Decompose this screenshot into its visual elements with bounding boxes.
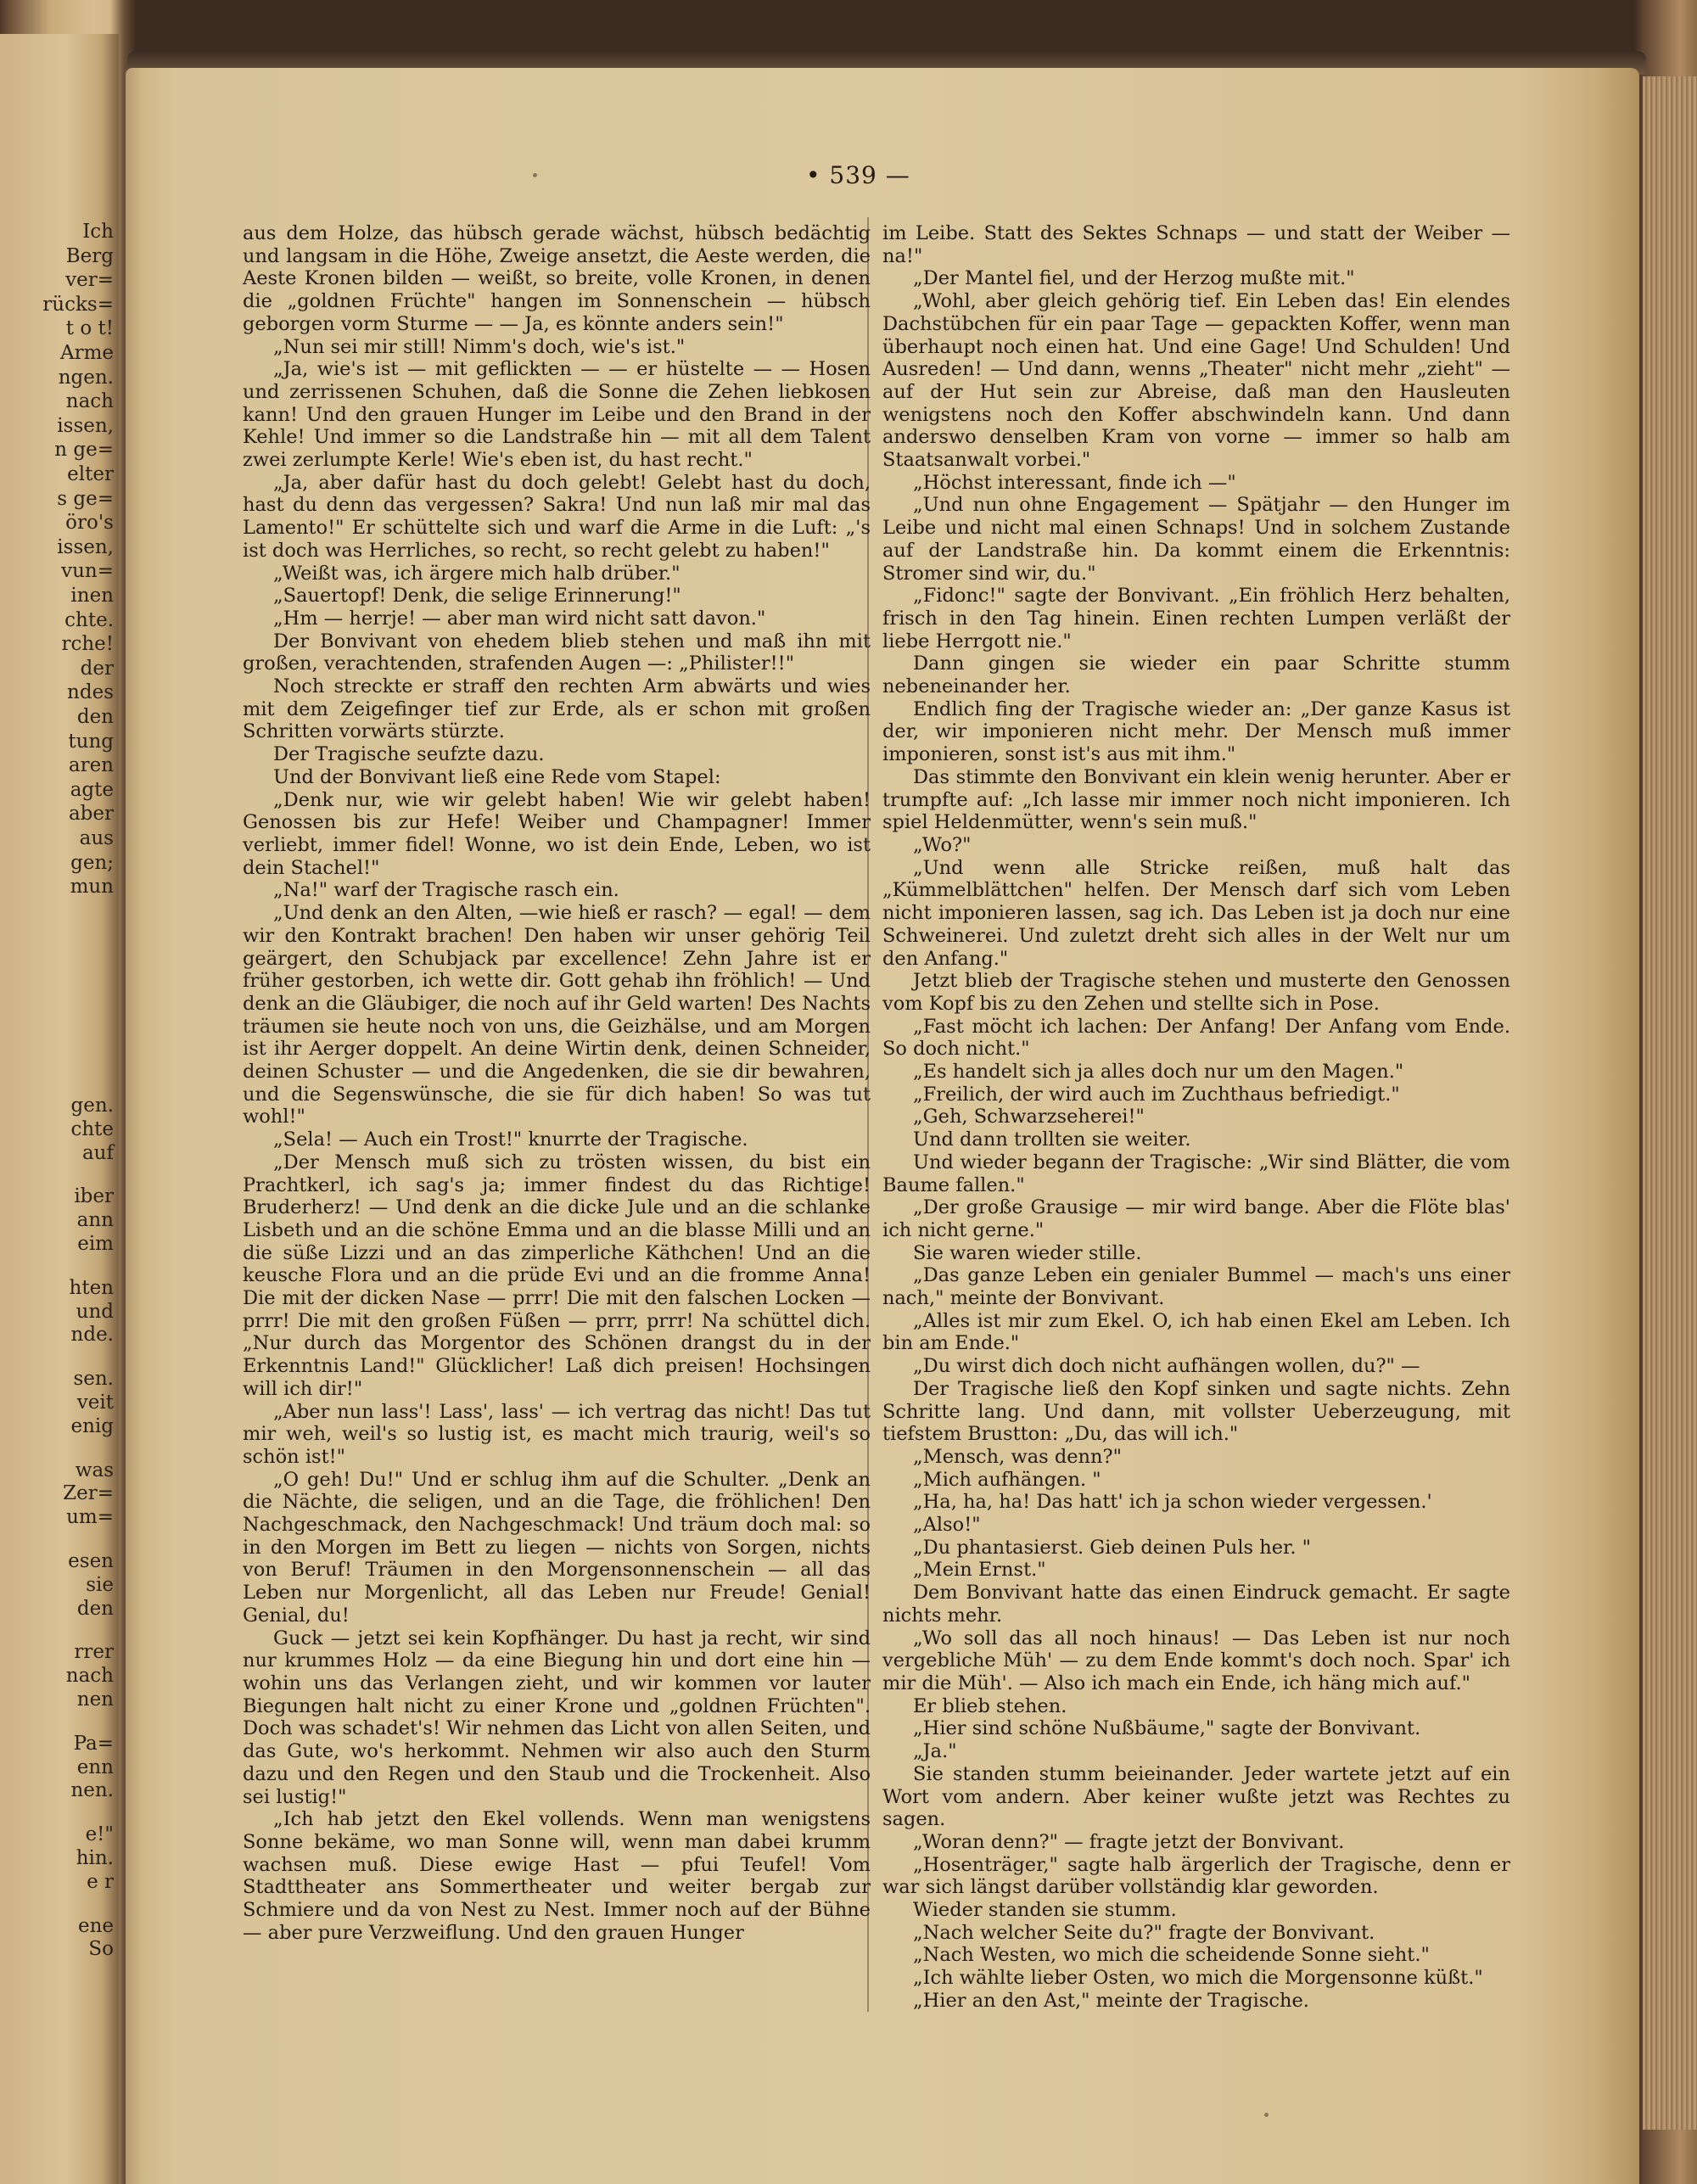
paragraph: „Aber nun lass'! Lass', lass' — ich vertrag das nicht! Das tut mir weh, weil's so lustig ist, es macht mich traurig, weil's so schön ist!" bbox=[243, 1400, 871, 1468]
left-page-text-fragments bbox=[0, 0, 119, 2184]
paragraph: „Mein Ernst." bbox=[913, 1559, 1046, 1582]
margin-fragment: t o t! bbox=[65, 317, 114, 340]
paragraph: „Sauertopf! Denk, die selige Erinnerung!" bbox=[273, 585, 681, 608]
paragraph: „Sela! — Auch ein Trost!" knurrte der Tragische. bbox=[273, 1128, 748, 1151]
margin-fragment: s ge= bbox=[57, 487, 114, 510]
left-column bbox=[243, 222, 871, 1944]
margin-fragment: den bbox=[76, 1597, 114, 1620]
paragraph: „Hm — herrje! — aber man wird nicht satt davon." bbox=[273, 607, 766, 630]
margin-fragment: nach bbox=[65, 390, 114, 413]
margin-fragment: nen bbox=[76, 1688, 114, 1711]
paragraph: „Fast möcht ich lachen: Der Anfang! Der Anfang vom Ende. So doch nicht." bbox=[882, 1015, 1510, 1061]
paragraph: „Der Mantel fiel, und der Herzog mußte mit." bbox=[913, 267, 1355, 290]
paragraph: Sie standen stumm beieinander. Jeder wartete jetzt auf ein Wort vom andern. Aber keiner wußte jetzt was Rechtes zu sagen. bbox=[882, 1762, 1510, 1831]
margin-fragment: Berg bbox=[65, 244, 114, 267]
margin-fragment: ngen. bbox=[58, 366, 114, 389]
paragraph: Guck — jetzt sei kein Kopfhänger. Du hast ja recht, wir sind nur krummes Holz — da eine Biegung hin und dort eine hin — wohin uns das Verlangen zieht, und wir kommen vor lauter Biegungen halt nicht zu einer Krone und „goldnen Früchten". Doch was schadet's! Wir nehmen das Licht von allen Seiten, und das Gute, wo's herkommt. Nehmen wir also auch den Sturm dazu und den Regen und den Staub und die Trockenheit. Also sei lustig!" bbox=[243, 1627, 871, 1808]
paragraph: „Hosenträger," sagte halb ärgerlich der Tragische, denn er war sich längst darüber vollständig klar geworden. bbox=[882, 1853, 1510, 1899]
margin-fragment: e!" bbox=[85, 1823, 114, 1846]
paragraph: „Mich aufhängen. " bbox=[913, 1468, 1101, 1491]
paragraph: „Ha, ha, ha! Das hatt' ich ja schon wieder vergessen.' bbox=[913, 1491, 1432, 1514]
paragraph: im Leibe. Statt des Sektes Schnaps — und statt der Weiber — na!" bbox=[882, 222, 1510, 267]
paragraph: Und wieder begann der Tragische: „Wir sind Blätter, die vom Baume fallen." bbox=[882, 1151, 1510, 1196]
paragraph: „Weißt was, ich ärgere mich halb drüber." bbox=[273, 562, 680, 585]
paragraph: „Fidonc!" sagte der Bonvivant. „Ein fröhlich Herz behalten, frisch in den Tag hinein. Einen rechten Lumpen verläßt der liebe Herrgott nie." bbox=[882, 585, 1510, 652]
margin-fragment: um= bbox=[66, 1506, 114, 1529]
margin-fragment: esen bbox=[68, 1550, 114, 1572]
margin-fragment: mun bbox=[70, 876, 114, 899]
paper-speck bbox=[1264, 2113, 1269, 2117]
margin-fragment: und bbox=[76, 1300, 114, 1323]
paragraph: „Freilich, der wird auch im Zuchthaus befriedigt." bbox=[913, 1083, 1400, 1106]
margin-fragment: eim bbox=[77, 1233, 114, 1255]
margin-fragment: rücks= bbox=[42, 293, 114, 316]
margin-fragment: iber bbox=[74, 1185, 114, 1208]
paragraph: „Geh, Schwarzseherei!" bbox=[913, 1106, 1145, 1128]
margin-fragment: der bbox=[80, 657, 114, 680]
margin-fragment: issen, bbox=[57, 535, 114, 558]
paragraph: „Ja, wie's ist — mit geflickten — — er hüstelte — — Hosen und zerrissenen Schuhen, daß die Sonne die Zehen liebkosen kann! Und den grauen Hunger im Leibe und den Brand in der Kehle! Und immer so die Landstraße hin — mit all dem Talent zwei zerlumpte Kerle! Wie's eben ist, du hast recht." bbox=[243, 358, 871, 472]
paragraph: Das stimmte den Bonvivant ein klein wenig herunter. Aber er trumpfte auf: „Ich lasse mir immer noch nicht imponieren. Ich spiel Heldenmütter, wenn's sein muß." bbox=[882, 765, 1510, 834]
margin-fragment: den bbox=[76, 706, 114, 728]
paragraph: „Woran denn?" — fragte jetzt der Bonvivant. bbox=[913, 1830, 1345, 1853]
margin-fragment: vun= bbox=[61, 560, 114, 583]
paragraph: Sie waren wieder stille. bbox=[913, 1241, 1142, 1264]
paragraph: „Na!" warf der Tragische rasch ein. bbox=[273, 879, 619, 902]
paragraph: „Also!" bbox=[913, 1514, 981, 1537]
paragraph: Und der Bonvivant ließ eine Rede vom Stapel: bbox=[273, 765, 721, 788]
margin-fragment: hin. bbox=[76, 1847, 114, 1869]
margin-fragment: chte bbox=[70, 1117, 114, 1140]
paragraph: „Und nun ohne Engagement — Spätjahr — den Hunger im Leibe und nicht mal einen Schnaps! Und in solchem Zustande auf der Landstraße hin. Da kommt einem die Erkenntnis: Stromer sind wir, du." bbox=[882, 494, 1510, 585]
paragraph: aus dem Holze, das hübsch gerade wächst, hübsch bedächtig und langsam in die Höhe, Zweige ansetzt, die Aeste werden, die Aeste Kronen bilden — weißt, so breite, volle Kronen, in denen die „goldnen Früchte" hangen im Sonnenschein — hübsch geborgen vorm Sturme — — Ja, es könnte anders sein!" bbox=[243, 222, 871, 335]
margin-fragment: aber bbox=[68, 803, 114, 826]
margin-fragment: sie bbox=[86, 1573, 114, 1596]
margin-fragment: hten bbox=[69, 1276, 114, 1299]
margin-fragment: nen. bbox=[70, 1779, 114, 1802]
margin-fragment: sen. bbox=[73, 1368, 114, 1391]
paragraph: „Höchst interessant, finde ich —" bbox=[913, 471, 1236, 494]
margin-fragment: enn bbox=[76, 1756, 114, 1778]
paragraph: „Ich wählte lieber Osten, wo mich die Morgensonne küßt." bbox=[913, 1967, 1483, 1990]
paragraph: „Nun sei mir still! Nimm's doch, wie's ist." bbox=[273, 335, 686, 358]
paragraph: „Hier sind schöne Nußbäume," sagte der Bonvivant. bbox=[913, 1717, 1421, 1740]
paragraph: Der Bonvivant von ehedem blieb stehen und maß ihn mit großen, verachtenden, strafenden Augen —: „Philister!!" bbox=[243, 630, 871, 675]
paragraph: Dann gingen sie wieder ein paar Schritte stumm nebeneinander her. bbox=[882, 652, 1510, 698]
margin-fragment: Zer= bbox=[63, 1482, 114, 1505]
paragraph: „Ich hab jetzt den Ekel vollends. Wenn man wenigstens Sonne bekäme, wo man Sonne will, wenn man dabei krumm wachsen muß. Diese ewige Hast — pfui Teufel! Vom Stadttheater ans Sommertheater und weiter bergab zur Schmiere und da von Nest zu Nest. Immer noch auf der Bühne — aber pure Verzweiflung. Und den grauen Hunger bbox=[243, 1808, 871, 1944]
margin-fragment: agte bbox=[70, 778, 114, 801]
paragraph: „Wo?" bbox=[913, 833, 972, 856]
margin-fragment: gen. bbox=[70, 1095, 114, 1117]
margin-fragment: tung bbox=[68, 730, 114, 753]
paragraph: „Du wirst dich doch nicht aufhängen wollen, du?" — bbox=[913, 1355, 1420, 1378]
paragraph: „Nach welcher Seite du?" fragte der Bonvivant. bbox=[913, 1921, 1375, 1944]
margin-fragment: was bbox=[75, 1459, 114, 1481]
margin-fragment: auf bbox=[81, 1141, 114, 1164]
margin-fragment: ver= bbox=[65, 269, 114, 292]
paragraph: „Das ganze Leben ein genialer Bummel — mach's uns einer nach," meinte der Bonvivant. bbox=[882, 1264, 1510, 1310]
paragraph: Und dann trollten sie weiter. bbox=[913, 1128, 1191, 1151]
paragraph: „Mensch, was denn?" bbox=[913, 1445, 1122, 1468]
paragraph: „Ja." bbox=[913, 1740, 957, 1763]
margin-fragment: Arme bbox=[59, 342, 114, 364]
margin-fragment: chte. bbox=[64, 608, 114, 631]
paragraph: Endlich fing der Tragische wieder an: „Der ganze Kasus ist der, wir imponieren nicht mehr. Der Mensch muß immer imponieren, sonst ist's aus mit ihm." bbox=[882, 697, 1510, 766]
margin-fragment: veit bbox=[76, 1392, 114, 1414]
paragraph: „O geh! Du!" Und er schlug ihm auf die Schulter. „Denk an die Nächte, die seligen, und an die Tage, die fröhlichen! Den Nachgeschmack, den Nachgeschmack! Und träum doch mal: so in den Morgen im Bett zu liegen — nichts von Sorgen, nichts von Beruf! Träumen in den Morgensonnenschein — all das Leben nur Morgenlicht, all das Leben nur Freude! Genial! Genial, du! bbox=[243, 1468, 871, 1627]
paragraph: „Es handelt sich ja alles doch nur um den Magen." bbox=[913, 1061, 1404, 1084]
margin-fragment: nach bbox=[65, 1665, 114, 1688]
margin-fragment: öro's bbox=[65, 512, 114, 535]
page-number: • 539 — bbox=[806, 161, 910, 189]
margin-fragment: e r bbox=[87, 1870, 114, 1893]
right-column bbox=[882, 222, 1510, 2013]
paragraph: „Wo soll das all noch hinaus! — Das Leben ist nur noch vergebliche Müh' — zu dem Ende kommt's doch noch. Spar' ich mir die Müh'. — Also ich mach ein Ende, ich häng mich auf." bbox=[882, 1627, 1510, 1694]
paragraph: Wieder standen sie stumm. bbox=[913, 1899, 1177, 1922]
margin-fragment: Ich bbox=[82, 221, 114, 243]
margin-fragment: rche! bbox=[61, 633, 114, 656]
paragraph: Noch streckte er straff den rechten Arm abwärts und wies mit dem Zeigefinger tief zur Erde, als er schon mit großen Schritten vorwärts stürzte. bbox=[243, 675, 871, 743]
margin-fragment: rrer bbox=[74, 1641, 114, 1664]
margin-fragment: elter bbox=[67, 463, 114, 485]
paragraph: Er blieb stehen. bbox=[913, 1694, 1067, 1717]
margin-fragment: Pa= bbox=[73, 1732, 114, 1755]
margin-fragment: ann bbox=[76, 1209, 114, 1232]
paragraph: „Wohl, aber gleich gehörig tief. Ein Leben das! Ein elendes Dachstübchen für ein paar Tage — gepackten Koffer, wenn man überhaupt noch einen hat. Und eine Gage! Und Schulden! Und Ausreden! — Und dann, wenns „Theater" nicht mehr „zieht" — auf der Hut sein zur Abreise, daß man den Hausleuten wenigstens noch den Koffer abschwindeln kann. Und dann anderswo denselben Kram von vorne — immer so halb am Staatsanwalt vorbei." bbox=[882, 290, 1510, 472]
margin-fragment: ene bbox=[77, 1914, 114, 1937]
paragraph: Der Tragische seufzte dazu. bbox=[273, 743, 545, 766]
margin-fragment: enig bbox=[70, 1414, 114, 1437]
margin-fragment: aus bbox=[79, 827, 114, 849]
paragraph: „Der große Grausige — mir wird bange. Aber die Flöte blas' ich nicht gerne." bbox=[882, 1196, 1510, 1241]
page-edges-stack bbox=[1643, 76, 1697, 2130]
margin-fragment: ndes bbox=[67, 681, 114, 704]
paragraph: Dem Bonvivant hatte das einen Eindruck gemacht. Er sagte nichts mehr. bbox=[882, 1582, 1510, 1627]
paragraph: „Der Mensch muß sich zu trösten wissen, du bist ein Prachtkerl, ich sag's ja; immer findest du das Richtige! Bruderherz! — Und denk an die dicke Jule und an die schlanke Lisbeth und an die schöne Emma und an die blasse Milli und an die süße Lizzi und an das zimperliche Käthchen! Und an die keusche Flora und an die prüde Evi und an die fromme Anna! Die mit der dicken Nase — prrr! Die mit den falschen Locken — prrr! Die mit den großen Füßen — prrr, prrr! Na schüttel dich. „Nur durch das Morgentor des Schönen drangst du in der Erkenntnis Land!" Glücklicher! Laß dich preisen! Hochsingen will ich dir!" bbox=[243, 1151, 871, 1400]
paragraph: „Hier an den Ast," meinte der Tragische. bbox=[913, 1989, 1309, 2012]
paper-speck bbox=[533, 173, 537, 177]
margin-fragment: nde. bbox=[70, 1324, 114, 1347]
margin-fragment: issen, bbox=[57, 414, 114, 437]
paragraph: „Ja, aber dafür hast du doch gelebt! Gelebt hast du doch, hast du denn das vergessen? Sakra! Und nun laß mir mal das Lamento!" Er schüttelte sich und warf die Arme in die Luft: „'s ist doch was Herrliches, so recht, so recht gelebt zu haben!" bbox=[243, 471, 871, 562]
margin-fragment: gen; bbox=[70, 851, 114, 874]
margin-fragment: So bbox=[88, 1938, 114, 1961]
paragraph: Jetzt blieb der Tragische stehen und musterte den Genossen vom Kopf bis zu den Zehen und stellte sich in Pose. bbox=[882, 970, 1510, 1015]
paragraph: „Und denk an den Alten, —wie hieß er rasch? — egal! — dem wir den Kontrakt brachen! Den haben wir unser gehörig Teil geärgert, den Schubjack par excellence! Zehn Jahre ist er früher gestorben, ich wette dir. Gott gehab ihn fröhlich! — Und denk an die Gläubiger, die noch auf ihr Geld warten! Des Nachts träumen sie heute noch von uns, die Geizhälse, und am Morgen ist ihr Aerger doppelt. An deine Wirtin denk, deinen Schneider, deinen Schuster — und die Angedenken, die sie dir bewahren, und die Segenswünsche, die sie für dich haben! So was tut wohl!" bbox=[243, 902, 871, 1128]
margin-fragment: aren bbox=[68, 754, 114, 777]
paragraph: Der Tragische ließ den Kopf sinken und sagte nichts. Zehn Schritte lang. Und dann, mit vollster Ueberzeugung, mit tiefstem Brustton: „Du, das will ich." bbox=[882, 1377, 1510, 1446]
paragraph: „Alles ist mir zum Ekel. O, ich hab einen Ekel am Leben. Ich bin am Ende." bbox=[882, 1309, 1510, 1355]
paragraph: „Denk nur, wie wir gelebt haben! Wie wir gelebt haben! Genossen bis zur Hefe! Weiber und Champagner! Immer verliebt, immer fidel! Wonne, wo ist dein Ende, Leben, wo ist dein Stachel!" bbox=[243, 788, 871, 879]
margin-fragment: n ge= bbox=[54, 439, 114, 462]
paragraph: „Du phantasierst. Gieb deinen Puls her. " bbox=[913, 1536, 1311, 1559]
paragraph: „Und wenn alle Stricke reißen, muß halt das „Kümmelblättchen" helfen. Der Mensch darf sich vom Leben nicht imponieren lassen, sag ich. Das Leben ist ja doch nur eine Schweinerei. Und zuletzt dreht sich alles in der Welt nur um den Anfang." bbox=[882, 856, 1510, 970]
margin-fragment: inen bbox=[70, 585, 114, 607]
paragraph: „Nach Westen, wo mich die scheidende Sonne sieht." bbox=[913, 1944, 1430, 1967]
